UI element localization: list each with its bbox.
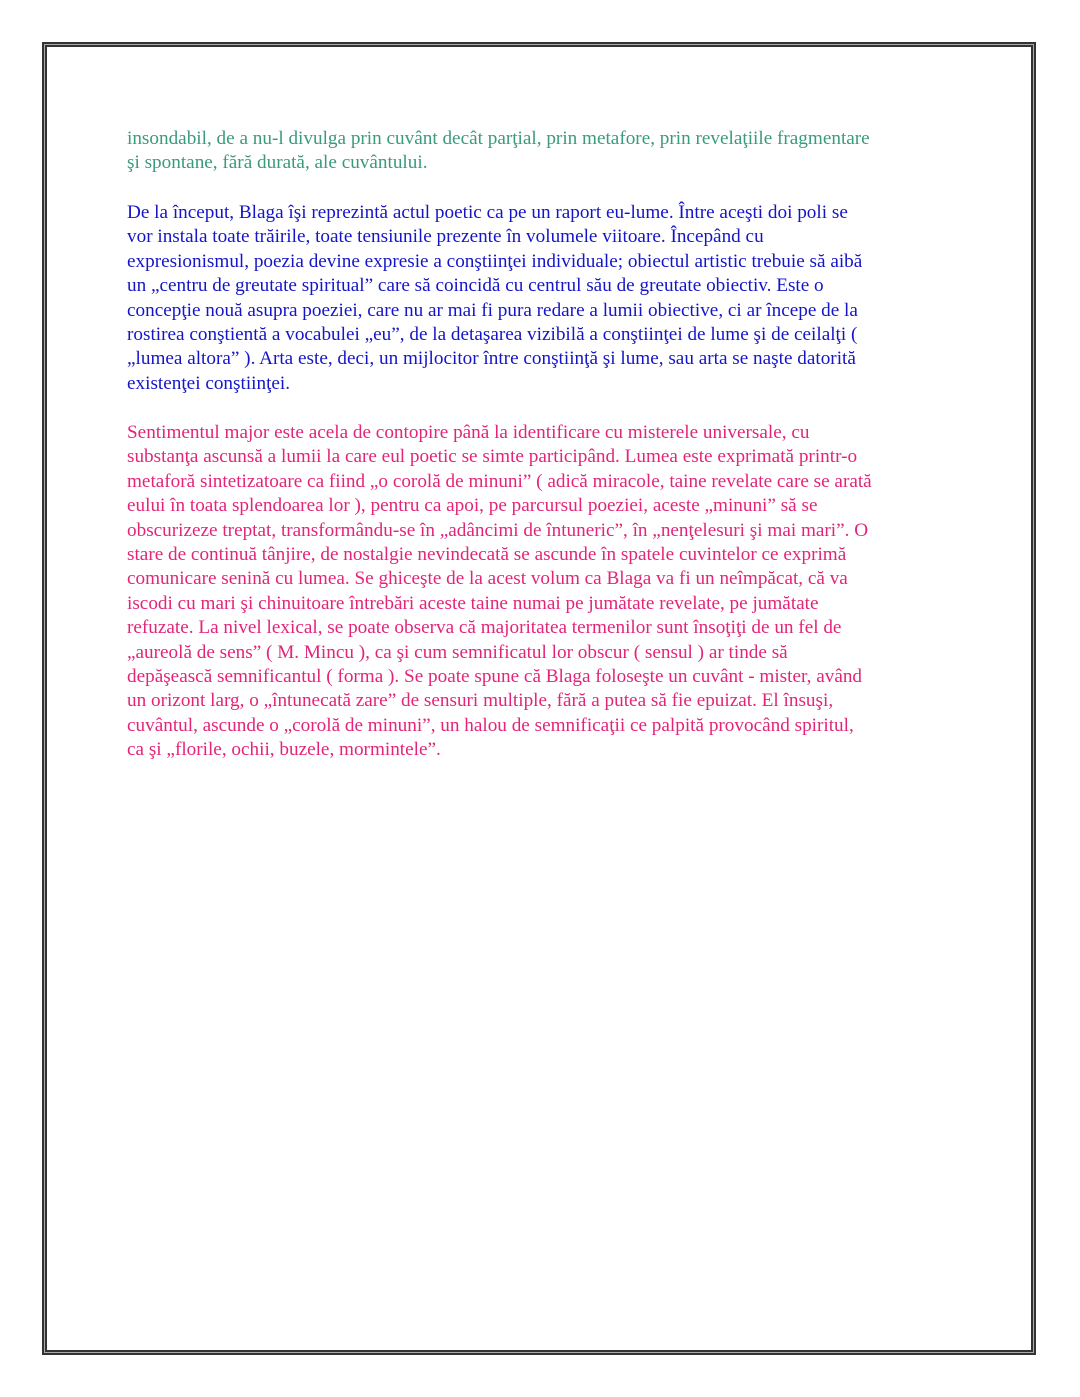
text-line: substanţa ascunsă a lumii la care eul poetic se simte participând. Lumea este exprimată printr-o [127,446,858,468]
text-line: „lumea altora” ). Arta este, deci, un mijlocitor între conştiinţă şi lume, sau arta se naşte datorită [127,348,856,370]
paragraph-major-sentiment [127,421,967,763]
text-line: stare de continuă tânjire, de nostalgie nevindecată se ascunde în spatele cuvintelor ce exprimă [127,544,847,566]
text-line: „aureolă de sens” ( M. Mincu ), ca şi cum semnificatul lor obscur ( sensul ) ar tinde să [127,641,788,663]
text-line: ca şi „florile, ochii, buzele, mormintele”. [127,739,441,761]
text-line: eului în toata splendoarea lor ), pentru ca apoi, pe parcursul poeziei, aceste „minuni” să se [127,495,818,517]
paragraph-intro-continuation [127,127,967,176]
text-line: refuzate. La nivel lexical, se poate observa că majoritatea termenilor sunt însoţiţi de un fel de [127,617,842,639]
text-line: un „centru de greutate spiritual” care să coincidă cu centrul său de greutate obiectiv. Este o [127,275,824,297]
text-line: depăşească semnificantul ( forma ). Se poate spune că Blaga foloseşte un cuvânt - mister, având [127,666,863,688]
text-line: insondabil, de a nu-l divulga prin cuvânt decât parţial, prin metafore, prin revelaţiile fragmentare [127,128,870,149]
text-line: obscurizeze treptat, transformându-se în „adâncimi de întuneric”, în „nenţelesuri şi mai mari”. O [127,519,869,541]
text-line: De la început, Blaga îşi reprezintă actul poetic ca pe un raport eu-lume. Între aceşti doi poli se [127,202,848,223]
text-line: un orizont larg, o „întunecată zare” de sensuri multiple, fără a putea să fie epuizat. El însuşi, [127,690,834,712]
text-line: existenţei conştiinţei. [127,372,291,394]
text-line: şi spontane, fără durată, ale cuvântului. [127,152,428,174]
text-line: vor instala toate trăirile, toate tensiunile prezente în volumele viitoare. Începând cu [127,226,764,248]
text-line: concepţie nouă asupra poeziei, care nu ar mai fi pura redare a lumii obiective, ci ar începe de la [127,299,858,321]
text-line: Sentimentul major este acela de contopire până la identificare cu misterele universale, cu [127,422,810,443]
text-line: expresionismul, poezia devine expresie a conştiinţei individuale; obiectul artistic trebuie să aibă [127,250,863,272]
text-line: comunicare senină cu lumea. Se ghiceşte de la acest volum ca Blaga va fi un neîmpăcat, că va [127,568,848,590]
paragraph-poetic-act [127,201,967,396]
text-line: metaforă sintetizatoare ca fiind „o corolă de minuni” ( adică miracole, taine revelate care se arată [127,470,872,492]
text-line: rostirea conştientă a vocabulei „eu”, de la detaşarea vizibilă a conştiinţei de lume şi de ceilalţi ( [127,324,858,346]
text-line: iscodi cu mari şi chinuitoare întrebări aceste taine numai pe jumătate revelate, pe jumătate [127,592,819,614]
text-line: cuvântul, ascunde o „corolă de minuni”, un halou de semnificaţii ce palpită provocând spiritul, [127,714,854,736]
